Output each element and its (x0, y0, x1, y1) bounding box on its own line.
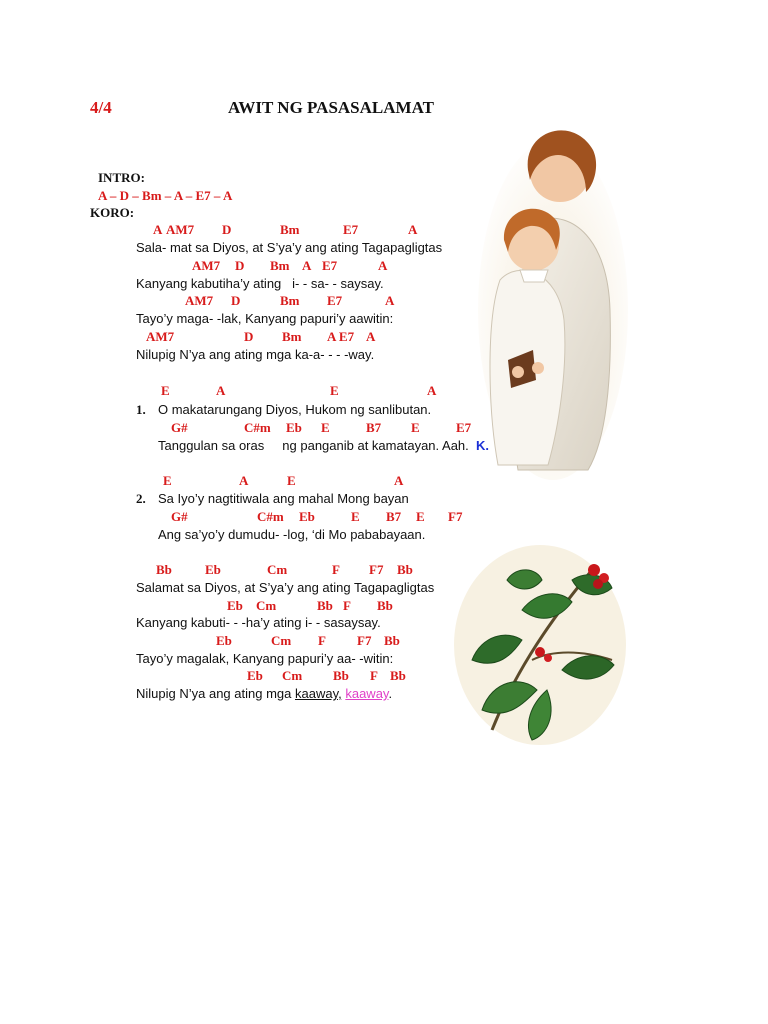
song-title: AWIT NG PASASALAMAT (228, 98, 434, 117)
chord: E (330, 383, 339, 398)
chord: D (235, 258, 245, 273)
chord: F (343, 598, 351, 613)
chord: Bb (156, 562, 172, 577)
lyric-line: Ang sa’yo’y dumudu- -log, ‘di Mo pababayaan. (158, 527, 426, 542)
chord: Eb (227, 598, 243, 613)
chord: Eb (205, 562, 221, 577)
chord: A (239, 473, 249, 488)
chord: E (163, 473, 172, 488)
children-singing-illustration (478, 110, 628, 480)
chord: A (427, 383, 437, 398)
lyric-line: Tanggulan sa oras ng panganib at kamatayan. Aah. (158, 438, 469, 453)
lyric-line: Nilupig N’ya ang ating mga ka-a- - - -way. (136, 347, 375, 362)
chord: Bb (384, 633, 400, 648)
chord: Cm (282, 668, 303, 683)
chord: Eb (247, 668, 263, 683)
time-signature: 4/4 (90, 98, 112, 117)
lyric-line: Sala- mat sa Diyos, at S’ya’y ang ating Tagapagligtas (136, 240, 443, 255)
chord: A (216, 383, 226, 398)
chord: D (244, 329, 254, 344)
chord: Bb (317, 598, 333, 613)
chord: Cm (256, 598, 277, 613)
chord: Bb (397, 562, 413, 577)
lyric-line: Tayo’y maga- -lak, Kanyang papuri’y aawitin: (136, 311, 394, 326)
chord: B7 (366, 420, 382, 435)
chord: D (222, 222, 232, 237)
chord: B7 (386, 509, 402, 524)
lyric-line: O makatarungang Diyos, Hukom ng sanlibutan. (158, 402, 432, 417)
chord: Eb (286, 420, 302, 435)
chord: Cm (271, 633, 292, 648)
chord: C#m (257, 509, 284, 524)
intro-colon: : (140, 170, 145, 185)
chord: E (416, 509, 425, 524)
lyric-line: Kanyang kabuti- - -ha’y ating i- - sasaysay. (136, 615, 381, 630)
chord: AM7 (192, 258, 221, 273)
chord: Bb (377, 598, 393, 613)
chord: E7 (327, 293, 343, 308)
chord: Eb (299, 509, 315, 524)
chord: C#m (244, 420, 271, 435)
chord: F (332, 562, 340, 577)
chord: AM7 (146, 329, 175, 344)
chord: Bb (390, 668, 406, 683)
chord: F7 (369, 562, 384, 577)
chord: F (318, 633, 326, 648)
chord: E (411, 420, 420, 435)
verse1-line2 (158, 438, 489, 453)
chord: F7 (448, 509, 463, 524)
verse-number: 1. (136, 402, 146, 417)
chord: Bm (282, 329, 302, 344)
chord: A (153, 222, 163, 237)
lyric-period: . (388, 686, 393, 701)
final-last-line (136, 686, 392, 701)
lyric-line: Salamat sa Diyos, at S’ya’y ang ating Tagapagligtas (136, 580, 435, 595)
chord: AM7 (185, 293, 214, 308)
chord: D (231, 293, 241, 308)
chord: A E7 (327, 329, 355, 344)
lyric-line: Sa Iyo’y nagtitiwala ang mahal Mong bayan (158, 491, 409, 506)
chord: F (370, 668, 378, 683)
chord: AM7 (166, 222, 195, 237)
chord: Bm (270, 258, 290, 273)
chord: E7 (456, 420, 472, 435)
chord: A (378, 258, 388, 273)
chord: A (366, 329, 376, 344)
intro-chords: A – D – Bm – A – E7 – A (98, 188, 233, 203)
holly-illustration (452, 540, 628, 750)
chord: Bm (280, 293, 300, 308)
chord: G# (171, 509, 188, 524)
chord: E7 (343, 222, 359, 237)
lyric-line: Nilupig N’ya ang ating mga (136, 686, 295, 701)
chord: F7 (357, 633, 372, 648)
chord: A (385, 293, 395, 308)
chord: A (302, 258, 312, 273)
chord: Bm (280, 222, 300, 237)
verse-number: 2. (136, 491, 146, 506)
chord: E7 (322, 258, 338, 273)
lyric-line: Tayo’y magalak, Kanyang papuri’y aa- -witin: (136, 651, 394, 666)
chord: Bb (333, 668, 349, 683)
chord: E (351, 509, 360, 524)
chord: E (321, 420, 330, 435)
lyric-word-kaaway: kaaway, (294, 686, 342, 701)
lyric-line: Kanyang kabutiha’y ating i- - sa- - saysay. (136, 276, 384, 291)
koro-return-mark: K. (476, 438, 490, 453)
chord: G# (171, 420, 188, 435)
chord: E (161, 383, 170, 398)
intro-line (90, 151, 232, 205)
lyric-word-kaaway-highlight: kaaway (345, 686, 389, 701)
chord: Eb (216, 633, 232, 648)
koro-label: KORO: (90, 205, 135, 220)
chord: E (287, 473, 296, 488)
chord: A (394, 473, 404, 488)
chord: A (408, 222, 418, 237)
intro-label: INTRO (98, 170, 141, 185)
chord: Cm (267, 562, 288, 577)
